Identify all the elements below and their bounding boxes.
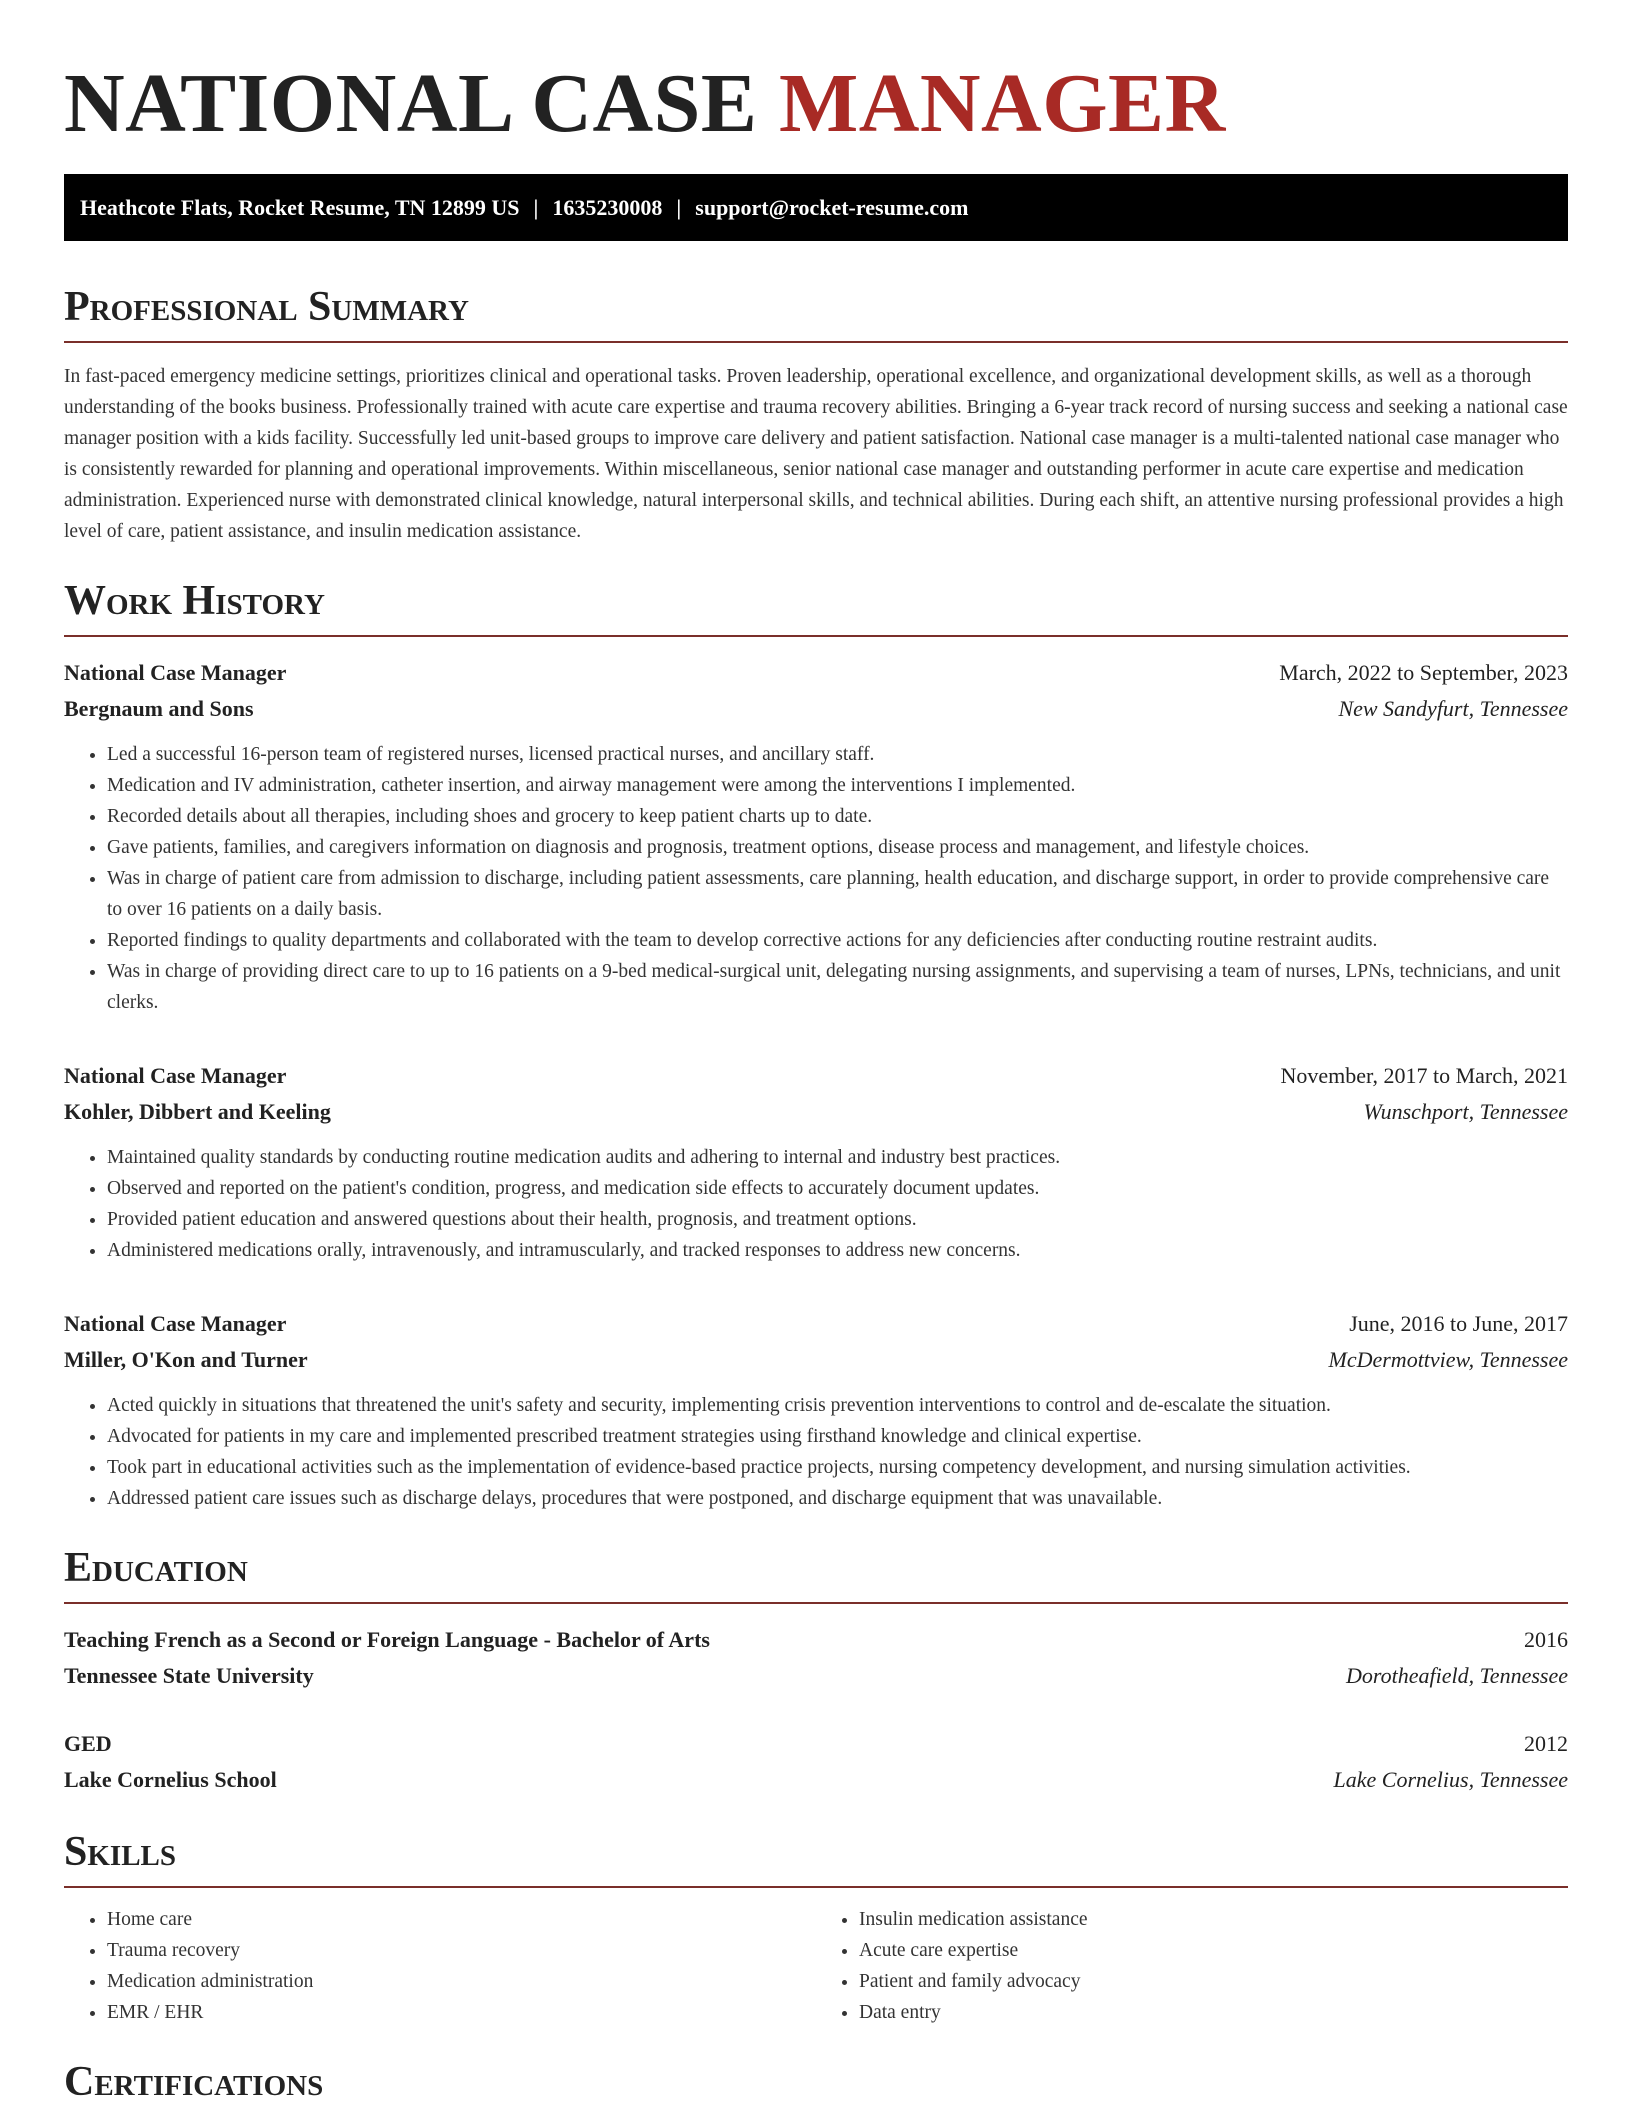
- job-bullet: • Advocated for patients in my care and implemented prescribed treatment strategies using firsthand knowledge and clinical expertise.: [107, 1421, 1568, 1452]
- job-bullet: • Gave patients, families, and caregivers information on diagnosis and prognosis, treatment options, disease process and management, and lifestyle choices.: [107, 832, 1568, 863]
- job-bullets: [64, 1142, 1568, 1266]
- skills-column-right: [816, 1904, 1568, 2028]
- job-company-row: [64, 1094, 1568, 1130]
- job-bullet: • Was in charge of providing direct care to up to 16 patients on a 9-bed medical-surgical unit, delegating nursing assignments, and supervising a team of nurses, LPNs, technicians, and unit clerks.: [107, 956, 1568, 1018]
- section-title-work-history: Work History: [64, 575, 1568, 637]
- job-company-row: [64, 1342, 1568, 1378]
- job-role: National Case Manager: [64, 660, 287, 685]
- education-year: 2016: [1524, 1627, 1568, 1652]
- job-bullet: • Took part in educational activities such as the implementation of evidence-based practice projects, nursing competency development, and nursing simulation activities.: [107, 1452, 1568, 1483]
- name-last: MANAGER: [778, 57, 1226, 150]
- skill-item: • Acute care expertise: [859, 1935, 1568, 1966]
- contact-email[interactable]: support@rocket-resume.com: [695, 195, 969, 220]
- job-entry: [64, 1058, 1568, 1266]
- job-role: National Case Manager: [64, 1311, 287, 1336]
- education-degree: GED: [64, 1731, 112, 1756]
- section-title-certifications: Certifications: [64, 2059, 324, 2105]
- skill-item: • Patient and family advocacy: [859, 1966, 1568, 1997]
- job-bullet: • Acted quickly in situations that threatened the unit's safety and security, implementing crisis prevention interventions to control and de-escalate the situation.: [107, 1390, 1568, 1421]
- education-year: 2012: [1524, 1731, 1568, 1756]
- skills-column-left: [64, 1904, 816, 2028]
- resume-page: [64, 0, 1568, 2116]
- job-bullet: • Recorded details about all therapies, including shoes and grocery to keep patient charts up to date.: [107, 801, 1568, 832]
- section-title-education: Education: [64, 1542, 1568, 1604]
- job-header-row: [64, 1058, 1568, 1094]
- job-entry: [64, 655, 1568, 1018]
- job-bullet: • Observed and reported on the patient's condition, progress, and medication side effects to accurately document updates.: [107, 1173, 1568, 1204]
- job-location: McDermottview, Tennessee: [1328, 1347, 1568, 1372]
- candidate-name: [64, 0, 1568, 150]
- education-entry: [64, 1622, 1568, 1694]
- education-degree-row: [64, 1726, 1568, 1762]
- job-bullet: • Medication and IV administration, catheter insertion, and airway management were among the interventions I implemented.: [107, 770, 1568, 801]
- education-degree: Teaching French as a Second or Foreign Language - Bachelor of Arts: [64, 1627, 710, 1652]
- education-entry: [64, 1726, 1568, 1798]
- job-bullet: • Reported findings to quality departments and collaborated with the team to develop corrective actions for any deficiencies after conducting routine restraint audits.: [107, 925, 1568, 956]
- job-role: National Case Manager: [64, 1063, 287, 1088]
- skill-item: • Insulin medication assistance: [859, 1904, 1568, 1935]
- education-school-row: [64, 1762, 1568, 1798]
- contact-phone[interactable]: 1635230008: [552, 195, 663, 220]
- section-title-skills: Skills: [64, 1826, 1568, 1888]
- skill-item: • Trauma recovery: [107, 1935, 816, 1966]
- job-bullets: [64, 739, 1568, 1018]
- job-bullet: • Provided patient education and answered questions about their health, prognosis, and treatment options.: [107, 1204, 1568, 1235]
- job-bullet: • Maintained quality standards by conducting routine medication audits and adhering to internal and industry best practices.: [107, 1142, 1568, 1173]
- job-entry: [64, 1306, 1568, 1514]
- job-location: New Sandyfurt, Tennessee: [1338, 696, 1568, 721]
- job-bullet: • Administered medications orally, intravenously, and intramuscularly, and tracked responses to address new concerns.: [107, 1235, 1568, 1266]
- education-degree-row: [64, 1622, 1568, 1658]
- job-dates: March, 2022 to September, 2023: [1279, 660, 1568, 685]
- education-location: Lake Cornelius, Tennessee: [1333, 1767, 1568, 1792]
- education-school-row: [64, 1658, 1568, 1694]
- education-school: Lake Cornelius School: [64, 1767, 277, 1792]
- contact-bar: [64, 174, 1568, 241]
- education-location: Dorotheafield, Tennessee: [1345, 1663, 1568, 1688]
- job-location: Wunschport, Tennessee: [1363, 1099, 1568, 1124]
- job-header-row: [64, 1306, 1568, 1342]
- job-dates: November, 2017 to March, 2021: [1280, 1063, 1568, 1088]
- job-company-row: [64, 691, 1568, 727]
- skill-item: • Medication administration: [107, 1966, 816, 1997]
- job-bullet: • Addressed patient care issues such as discharge delays, procedures that were postponed, and discharge equipment that was unavailable.: [107, 1483, 1568, 1514]
- summary-text: In fast-paced emergency medicine settings, prioritizes clinical and operational tasks. Proven leadership, operational excellence, and organizational development skills, as well as a thorough understanding of the books business. Professionally trained with acute care expertise and trauma recovery abilities. Bringing a 6-year track record of nursing success and seeking a national case manager position with a kids facility. Successfully led unit-based groups to improve care delivery and patient satisfaction. National case manager is a multi-talented national case manager who is consistently rewarded for planning and operational improvements. Within miscellaneous, senior national case manager and outstanding performer in acute care expertise and medication administration. Experienced nurse with demonstrated clinical knowledge, natural interpersonal skills, and technical abilities. During each shift, an attentive nursing professional provides a high level of care, patient assistance, and insulin medication assistance.: [64, 366, 1568, 542]
- contact-address: Heathcote Flats, Rocket Resume, TN 12899 US: [80, 195, 520, 220]
- section-title-summary: Professional Summary: [64, 281, 1568, 343]
- job-company: Bergnaum and Sons: [64, 696, 254, 721]
- name-first: NATIONAL CASE: [64, 57, 758, 150]
- skill-item: • EMR / EHR: [107, 1997, 816, 2028]
- skill-item: • Data entry: [859, 1997, 1568, 2028]
- job-dates: June, 2016 to June, 2017: [1349, 1311, 1568, 1336]
- job-company: Kohler, Dibbert and Keeling: [64, 1099, 331, 1124]
- job-bullet: • Led a successful 16-person team of registered nurses, licensed practical nurses, and ancillary staff.: [107, 739, 1568, 770]
- skills-list: [64, 1904, 1568, 2028]
- job-company: Miller, O'Kon and Turner: [64, 1347, 308, 1372]
- job-bullet: • Was in charge of patient care from admission to discharge, including patient assessments, care planning, health education, and discharge support, in order to provide comprehensive care to over 16 patients on a daily basis.: [107, 863, 1568, 925]
- education-school: Tennessee State University: [64, 1663, 314, 1688]
- job-header-row: [64, 655, 1568, 691]
- contact-separator: |: [676, 195, 682, 220]
- job-bullets: [64, 1390, 1568, 1514]
- skill-item: • Home care: [107, 1904, 816, 1935]
- contact-separator: |: [533, 195, 539, 220]
